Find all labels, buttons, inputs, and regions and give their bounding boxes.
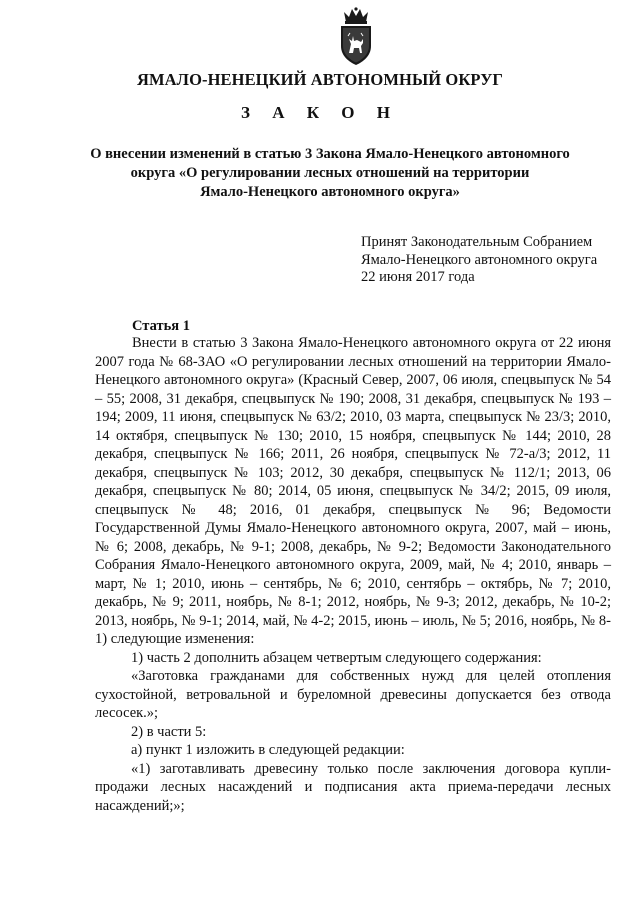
article-body (95, 334, 611, 815)
subject-line: О внесении изменений в статью 3 Закона Ямало-Ненецкого автономного (90, 146, 570, 162)
subject-line: Ямало-Ненецкого автономного округа» (200, 184, 460, 200)
article-intro-paragraph: Внести в статью 3 Закона Ямало-Ненецкого автономного округа от 22 июня 2007 года № 68-ЗАО «О регулировании лесных отношений на территории Ямало-Ненецкого автономного округа» (Красный Север, 2007, 06 июля, спецвыпуск № 54 – 55; 2008, 31 декабря, спецвыпуск № 190; 2008, 31 декабря, спецвыпуск № 193 – 194; 2009, 11 июня, спецвыпуск № 63/2; 2010, 03 марта, спецвыпуск № 23/3; 2010, 14 октября, спецвыпуск № 130; 2010, 15 ноября, спецвыпуск № 144; 2010, 28 декабря, спецвыпуск № 166; 2011, 26 ноября, спецвыпуск № 72-а/3; 2012, 11 декабря, спецвыпуск № 103; 2012, 30 декабря, спецвыпуск № 112/1; 2013, 06 декабря, спецвыпуск № 80; 2014, 05 июня, спецвыпуск № 34/2; 2015, 09 июля, спецвыпуск № 48; 2016, 01 декабря, спецвыпуск № 96; Ведомости Государственной Думы Ямало-Ненецкого автономного округа, 2007, май – июнь, № 6; 2008, декабрь, № 9-1; 2008, декабрь, № 9-2; Ведомости Законодательного Собрания Ямало-Ненецкого автономного округа, 2009, май, № 4; 2010, январь – март, № 1; 2010, июнь – сентябрь, № 6; 2010, сентябрь – октябрь, № 7; 2010, декабрь, № 9; 2011, ноябрь, № 8-1; 2012, ноябрь, № 9-3; 2012, декабрь, № 10-2; 2013, ноябрь, № 9-1; 2014, май, № 4-2; 2015, июнь – июль, № 5; 2016, ноябрь, № 8-1) следующие изменения: (95, 335, 611, 647)
item-1-paragraph: 1) часть 2 дополнить абзацем четвертым следующего содержания: (131, 649, 542, 666)
coat-of-arms-emblem (335, 6, 377, 68)
item-2a-paragraph: а) пункт 1 изложить в следующей редакции: (131, 742, 405, 758)
subject-line: округа «О регулировании лесных отношений на территории (130, 165, 530, 181)
item-1-quote-paragraph: «Заготовка гражданами для собственных нужд для целей отопления сухостойной, ветровальной и буреломной древесины допускается без отвода лесосек.»; (95, 668, 611, 721)
adoption-line: Принят Законодательным Собранием (361, 234, 593, 250)
adoption-line: Ямало-Ненецкого автономного округа (361, 251, 598, 268)
adoption-date: 22 июня 2017 года (361, 269, 475, 285)
region-title: ЯМАЛО-НЕНЕЦКИЙ АВТОНОМНЫЙ ОКРУГ (136, 70, 504, 89)
law-subject-title (60, 145, 600, 202)
article-heading: Статья 1 (132, 318, 190, 334)
item-2a-quote-paragraph: «1) заготавливать древесину только после заключения договора купли-продажи лесных насаждений и подписания акта приема-передачи лесных насаждений;»; (95, 760, 611, 814)
adoption-note (361, 234, 621, 287)
document-type-heading: З А К О Н (240, 103, 400, 122)
item-2-paragraph: 2) в части 5: (131, 723, 207, 740)
